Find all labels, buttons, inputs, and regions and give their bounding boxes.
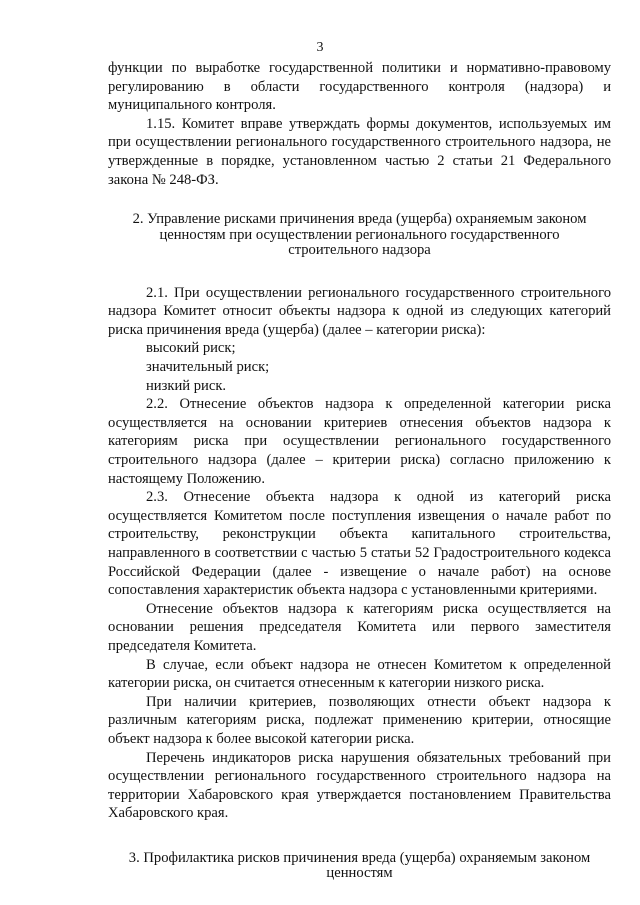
paragraph-risk-indicators: Перечень индикаторов риска нарушения обязательных требований при осуществлении регионального государственного строительного надзора на территории Хабаровского края утверждается постановлением Правительства Хабаровского края. xyxy=(108,749,611,822)
section-3-heading: 3. Профилактика рисков причинения вреда (ущерба) охраняемым законом ценностям xyxy=(128,849,591,882)
paragraph-decision: Отнесение объектов надзора к категориям риска осуществляется на основании решения председателя Комитета или первого заместителя председателя Комитета. xyxy=(108,600,611,654)
paragraph-2-2: 2.2. Отнесение объектов надзора к определенной категории риска осуществляется на основании критериев отнесения объектов надзора к категориям риска при осуществлении регионального государственного строительного надзора (далее – критерии риска) согласно приложению к настоящему Положению. xyxy=(108,396,611,487)
risk-level-high: высокий риск; xyxy=(146,340,236,357)
paragraph-default-low-risk: В случае, если объект надзора не отнесен Комитетом к определенной категории риска, он считается отнесенным к категории низкого риска. xyxy=(108,656,611,692)
document-body xyxy=(108,59,611,882)
paragraph-continuation: функции по выработке государственной политики и нормативно-правовому регулированию в области государственного контроля (надзора) и муниципального контроля. xyxy=(108,60,611,114)
paragraph-1-15: 1.15. Комитет вправе утверждать формы документов, используемых им при осуществлении регионального государственного строительного надзора, не утвержденные в порядке, установленном частью 2 статьи 21 Федерального закона № 248-ФЗ. xyxy=(108,115,611,188)
paragraph-higher-category: При наличии критериев, позволяющих отнести объект надзора к различным категориям риска, подлежат применению критерии, относящие объект надзора к более высокой категории риска. xyxy=(108,693,611,747)
paragraph-2-3: 2.3. Отнесение объекта надзора к одной из категорий риска осуществляется Комитетом после поступления извещения о начале работ по строительству, реконструкции объекта капитального строительства, направленного в соответствии с частью 5 статьи 52 Градостроительного кодекса Российской Федерации (далее - извещение о начале работ) на основе сопоставления характеристик объекта надзора с установленными критериями. xyxy=(108,489,611,599)
risk-level-significant: значительный риск; xyxy=(146,359,270,376)
risk-level-low: низкий риск. xyxy=(146,377,227,394)
paragraph-2-1: 2.1. При осуществлении регионального государственного строительного надзора Комитет относит объекты надзора к одной из следующих категорий риска причинения вреда (ущерба) (далее – категории риска): xyxy=(108,284,611,338)
page-number: 3 xyxy=(316,40,324,55)
section-2-heading: 2. Управление рисками причинения вреда (ущерба) охраняемым законом ценностям при осуществлении регионального государственного строительного надзора xyxy=(132,211,587,259)
